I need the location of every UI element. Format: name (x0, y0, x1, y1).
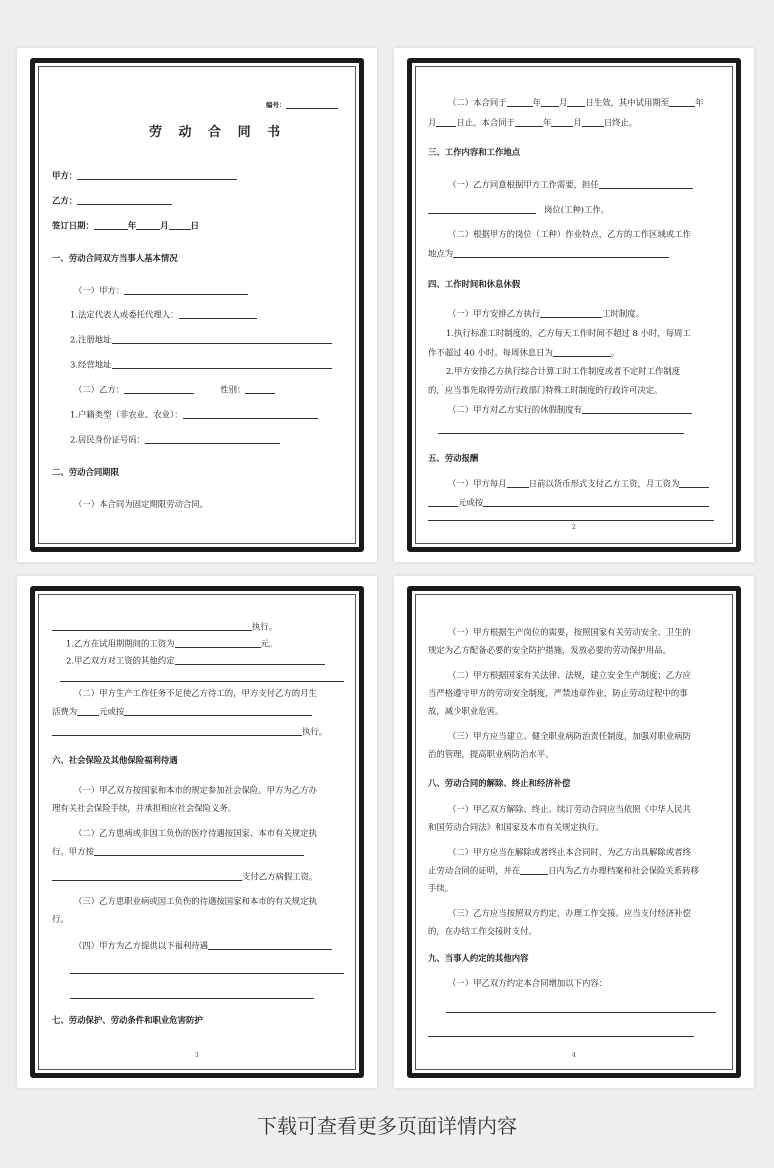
section-heading: 七、劳动保护、劳动条件和职业危害防护 (52, 1015, 203, 1025)
download-more-caption[interactable]: 下载可查看更多页面详情内容 (257, 1114, 517, 1138)
paragraph: （一）甲方安排乙方执行 工时制度。 (448, 308, 644, 319)
party-b-field: 乙方： (52, 196, 347, 205)
household-type-line: 1.户籍类型（非农业、农业）： (70, 410, 347, 419)
paragraph: 支付乙方病假工资。 (52, 872, 347, 881)
paragraph: 行。甲方按 (52, 847, 347, 856)
paragraph: （一）乙方同意根据甲方工作需要，担任 (448, 180, 724, 189)
page-number: 4 (572, 1052, 576, 1059)
paragraph: 行。 (52, 914, 69, 924)
paragraph: 当严格遵守甲方的劳动安全制度，严禁违章作业，防止劳动过程中的事 (428, 688, 688, 698)
party-a-field: 甲方： (52, 171, 347, 180)
registered-address-line: 2.注册地址 (70, 335, 347, 344)
paragraph: 作不超过 40 小时。每周休息日为 。 (428, 347, 620, 358)
paragraph: 2.甲方安排乙方执行综合计算工时工作制度或者不定时工作制度 (446, 366, 681, 376)
paragraph: 1.乙方在试用期期间的工资为 元。 (66, 638, 278, 649)
blank-line (70, 998, 314, 999)
paragraph: （三）乙方应当按照双方约定，办理工作交接。应当支付经济补偿 (448, 908, 691, 918)
paragraph: 理有关社会保险手续，并承担相应社会保险义务。 (52, 803, 237, 813)
paragraph: 执行。 (52, 622, 347, 631)
paragraph: （二）本合同于 年 月 日生效，其中试用期至 年 (448, 97, 704, 108)
paragraph: （二）乙方患病或非因工负伤的医疗待遇按国家、本市有关规定执 (74, 828, 317, 838)
blank-line (438, 433, 684, 434)
document-page-3 (17, 576, 377, 1088)
paragraph: （一）甲乙双方按国家和本市的规定参加社会保险。甲方为乙方办 (74, 785, 317, 795)
blank-line (60, 681, 344, 682)
paragraph: （一）甲乙双方约定本合同增加以下内容： (448, 978, 608, 988)
document-page-4 (394, 576, 754, 1088)
paragraph: （一）甲乙双方解除、终止、续订劳动合同应当依照《中华人民共 (448, 804, 691, 814)
paragraph: 2.甲乙双方对工资的其他约定 (66, 656, 347, 665)
party-b-line: （二）乙方： 性别： (74, 385, 347, 394)
paragraph: （三）甲方应当建立、健全职业病防治责任制度，加强对职业病防 (448, 731, 691, 741)
paragraph: 规定为乙方配备必要的安全防护措施，发放必要的劳动保护用品。 (428, 645, 671, 655)
paragraph: 的，应当事先取得劳动行政部门特殊工时制度的行政许可决定。 (428, 385, 663, 395)
paragraph: （二）甲方生产工作任务不足使乙方待工的，甲方支付乙方的月生 (74, 688, 317, 698)
blank-line (70, 973, 344, 974)
paragraph: （一）本合同为固定期限劳动合同。 (74, 499, 208, 509)
paragraph: 的，在办结工作交接时支付。 (428, 926, 537, 936)
paragraph: 止劳动合同的证明，并在 日内为乙方办理档案和社会保险关系转移 (428, 865, 699, 876)
paragraph: （二）甲方根据国家有关法律、法规，建立安全生产制度；乙方应 (448, 670, 691, 680)
paragraph: 月 日止。本合同于 年 月 日终止。 (428, 117, 638, 128)
document-page-2 (394, 48, 754, 562)
sign-date-field: 签订日期： 年 月 日 (52, 220, 199, 231)
blank-line (428, 1036, 694, 1037)
party-a-line: （一）甲方： (74, 286, 347, 295)
paragraph: （一）甲方每月 日前以货币形式支付乙方工资，月工资为 (448, 479, 724, 488)
page-number: 2 (572, 524, 576, 531)
paragraph: （二）甲方对乙方实行的休假制度有 (448, 405, 724, 414)
paragraph: （一）甲方根据生产岗位的需要，按照国家有关劳动安全、卫生的 (448, 627, 691, 637)
paragraph: （三）乙方患职业病或因工负伤的待遇按国家和本市的有关规定执 (74, 896, 317, 906)
serial-number-field: 编号： (266, 100, 377, 109)
section-heading: 六、社会保险及其他保险福利待遇 (52, 755, 178, 765)
document-page-1 (17, 48, 377, 562)
paragraph: 执行。 (52, 727, 347, 736)
paragraph: 岗位(工种)工作。 (428, 205, 724, 214)
page-number: 3 (195, 1052, 199, 1059)
section-heading: 二、劳动合同期限 (52, 467, 119, 477)
section-heading: 五、劳动报酬 (428, 453, 479, 463)
id-number-line: 2.居民身份证号码： (70, 435, 347, 444)
section-heading: 四、工作时间和休息休假 (428, 279, 521, 289)
business-address-line: 3.经营地址 (70, 360, 347, 369)
section-heading: 三、工作内容和工作地点 (428, 147, 521, 157)
paragraph: 治的管理，提高职业病防治水平。 (428, 749, 554, 759)
section-heading: 一、劳动合同双方当事人基本情况 (52, 253, 178, 263)
section-heading: 九、当事人约定的其他内容 (428, 953, 529, 963)
paragraph: （四）甲方为乙方提供以下福利待遇 (74, 941, 347, 950)
paragraph: （二）根据甲方的岗位（工种）作业特点，乙方的工作区域或工作 (448, 229, 691, 239)
paragraph: 活费为 元或按 (52, 707, 347, 716)
blank-line (446, 1012, 716, 1013)
paragraph: 手续。 (428, 883, 454, 893)
paragraph: 元或按 (428, 498, 724, 507)
paragraph: 故，减少职业危害。 (428, 706, 504, 716)
paragraph: 和国劳动合同法》和国家及本市有关规定执行。 (428, 822, 604, 832)
page-border (407, 586, 741, 1078)
paragraph: 1.执行标准工时制度的，乙方每天工作时间不超过 8 小时，每周工 (446, 328, 691, 338)
paragraph: （二）甲方应当在解除或者终止本合同时，为乙方出具解除或者终 (448, 847, 691, 857)
paragraph: 地点为 (428, 249, 724, 258)
section-heading: 八、劳动合同的解除、终止和经济补偿 (428, 778, 571, 788)
blank-line (428, 520, 714, 521)
legal-rep-line: 1.法定代表人或委托代理人： (70, 310, 347, 319)
contract-title: 劳 动 合 同 书 (149, 125, 287, 140)
